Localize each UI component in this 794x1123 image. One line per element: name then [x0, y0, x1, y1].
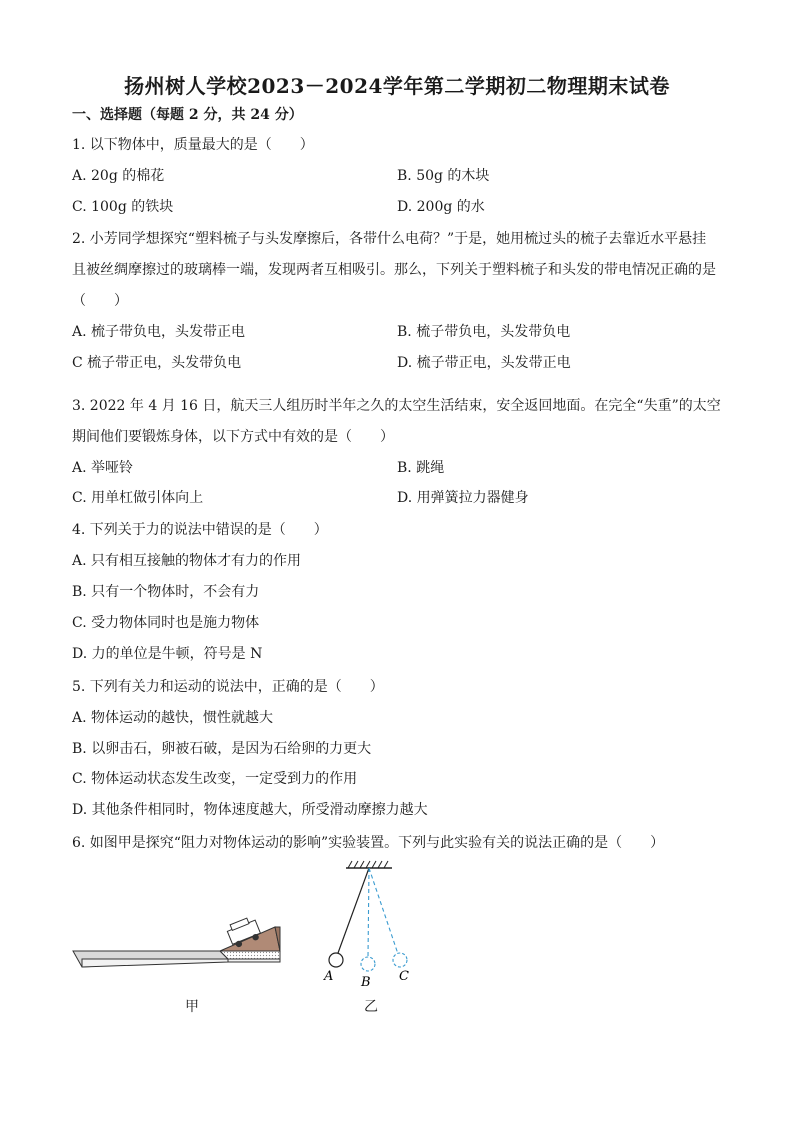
q4-option-a: A. 只有相互接触的物体才有力的作用 [72, 553, 302, 569]
q2-option-c: C 梳子带正电，头发带负电 [72, 355, 242, 371]
string-a [338, 868, 369, 953]
figure-incline-cart [70, 915, 285, 975]
rough-surface [220, 951, 280, 959]
q5-stem: 5. 下列有关力和运动的说法中，正确的是（ ） [72, 679, 384, 695]
string-c [369, 868, 398, 954]
q2-stem-line3: （ ） [72, 293, 128, 309]
q1-option-c: C. 100g 的铁块 [72, 199, 174, 215]
q4-option-d: D. 力的单位是牛顿，符号是 N [72, 646, 263, 662]
label-c: C [399, 969, 409, 984]
bob-c [393, 953, 407, 967]
q3-option-d: D. 用弹簧拉力器健身 [397, 490, 529, 506]
bob-a [329, 953, 343, 967]
q1-stem: 1. 以下物体中，质量最大的是（ ） [72, 137, 314, 153]
q1-option-d: D. 200g 的水 [397, 199, 485, 215]
q2-option-d: D. 梳子带正电，头发带正电 [397, 355, 571, 371]
q3-option-a: A. 举哑铃 [72, 460, 134, 476]
string-b [368, 868, 369, 957]
section-heading: 一、选择题（每题 2 分，共 24 分） [72, 107, 303, 123]
q1-option-a: A. 20g 的棉花 [72, 168, 165, 184]
figure-pendulum [318, 858, 418, 993]
q2-stem-line2: 且被丝绸摩擦过的玻璃棒一端，发现两者互相吸引。那么，下列关于塑料梳子和头发的带电情况正确的是 [72, 262, 716, 278]
q5-option-c: C. 物体运动状态发生改变，一定受到力的作用 [72, 771, 358, 787]
q3-stem-line1: 3. 2022 年 4 月 16 日，航天三人组历时半年之久的太空生活结束，安全返回地面。在完全“失重”的太空 [72, 398, 721, 414]
q5-option-d: D. 其他条件相同时，物体速度越大，所受滑动摩擦力越大 [72, 802, 428, 818]
q2-stem-line1: 2. 小芳同学想探究“塑料梳子与头发摩擦后，各带什么电荷？”于是，她用梳过头的梳子去靠近水平悬挂 [72, 231, 707, 247]
q4-option-c: C. 受力物体同时也是施力物体 [72, 615, 260, 631]
q5-option-b: B. 以卵击石，卵被石破，是因为石给卵的力更大 [72, 741, 372, 757]
figure-caption-jia: 甲 [185, 999, 199, 1015]
label-a: A [324, 969, 334, 984]
q2-option-a: A. 梳子带负电，头发带正电 [72, 324, 246, 340]
q3-option-b: B. 跳绳 [397, 460, 445, 476]
q4-stem: 4. 下列关于力的说法中错误的是（ ） [72, 522, 328, 538]
q2-option-b: B. 梳子带负电，头发带负电 [397, 324, 571, 340]
q4-option-b: B. 只有一个物体时，不会有力 [72, 584, 260, 600]
label-b: B [361, 975, 371, 990]
figure-caption-yi: 乙 [364, 999, 378, 1015]
q3-stem-line2: 期间他们要锻炼身体，以下方式中有效的是（ ） [72, 429, 394, 445]
q1-option-b: B. 50g 的木块 [397, 168, 490, 184]
page-title: 扬州树人学校2023－2024学年第二学期初二物理期末试卷 [124, 74, 670, 98]
bob-b [361, 957, 375, 971]
q6-stem: 6. 如图甲是探究“阻力对物体运动的影响”实验装置。下列与此实验有关的说法正确的是（ ） [72, 835, 665, 851]
q3-option-c: C. 用单杠做引体向上 [72, 490, 204, 506]
q5-option-a: A. 物体运动的越快，惯性就越大 [72, 710, 274, 726]
